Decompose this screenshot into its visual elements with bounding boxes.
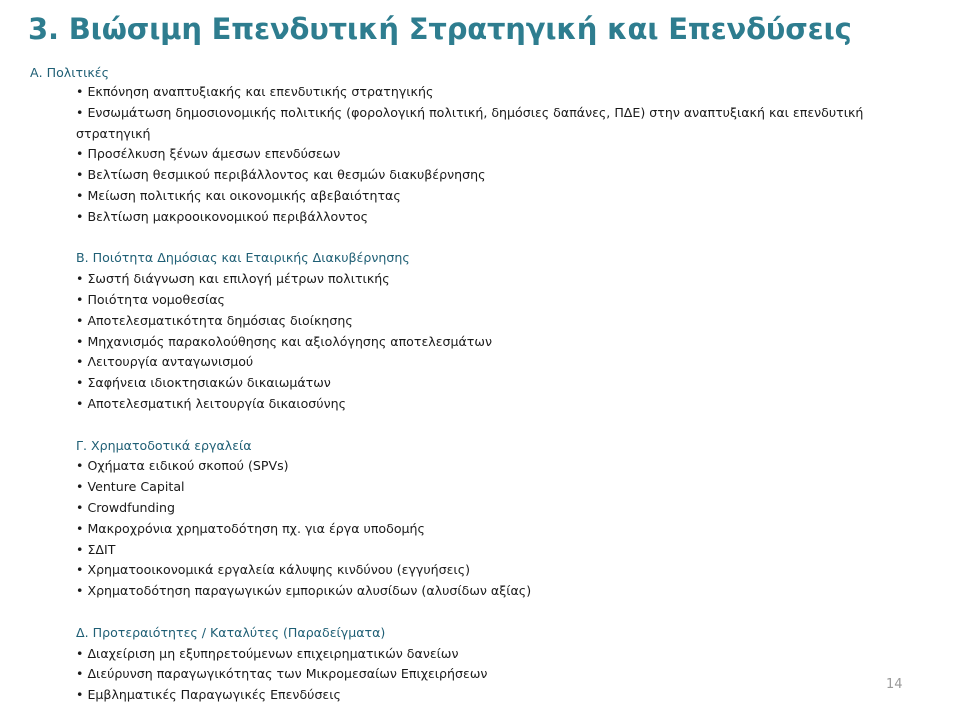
- list-item: • Βελτίωση θεσμικού περιβάλλοντος και θεσμών διακυβέρνησης: [76, 165, 896, 186]
- list-item: • Χρηματοδότηση παραγωγικών εμπορικών αλυσίδων (αλυσίδων αξίας): [76, 581, 896, 602]
- spacer: [76, 415, 896, 436]
- list-item: • Μείωση πολιτικής και οικονομικής αβεβαιότητας: [76, 186, 896, 207]
- list-item: • Μηχανισμός παρακολούθησης και αξιολόγησης αποτελεσμάτων: [76, 332, 896, 353]
- slide-content: [76, 82, 896, 706]
- list-item: • Οχήματα ειδικού σκοπού (SPVs): [76, 456, 896, 477]
- list-item: • Διεύρυνση παραγωγικότητας των Μικρομεσαίων Επιχειρήσεων: [76, 664, 896, 685]
- list-item: • Βελτίωση μακροοικονομικού περιβάλλοντος: [76, 207, 896, 228]
- page-number: 14: [886, 677, 903, 692]
- section-heading-b: Β. Ποιότητα Δημόσιας και Εταιρικής Διακυβέρνησης: [76, 250, 410, 266]
- list-item: • Εκπόνηση αναπτυξιακής και επενδυτικής στρατηγικής: [76, 82, 896, 103]
- list-item: • Σωστή διάγνωση και επιλογή μέτρων πολιτικής: [76, 269, 896, 290]
- list-item: • Ποιότητα νομοθεσίας: [76, 290, 896, 311]
- list-item: • Προσέλκυση ξένων άμεσων επενδύσεων: [76, 144, 896, 165]
- list-item: • Σαφήνεια ιδιοκτησιακών δικαιωμάτων: [76, 373, 896, 394]
- list-item: • Εμβληματικές Παραγωγικές Επενδύσεις: [76, 685, 896, 706]
- section-heading-c: Γ. Χρηματοδοτικά εργαλεία: [76, 437, 252, 453]
- section-heading-d: Δ. Προτεραιότητες / Καταλύτες (Παραδείγματα): [76, 624, 386, 640]
- list-item: • Μακροχρόνια χρηματοδότηση πχ. για έργα υποδομής: [76, 519, 896, 540]
- list-item: • Λειτουργία ανταγωνισμού: [76, 352, 896, 373]
- list-item: • Αποτελεσματικότητα δημόσιας διοίκησης: [76, 311, 896, 332]
- list-item: • Venture Capital: [76, 477, 896, 498]
- list-item: • ΣΔΙΤ: [76, 540, 896, 561]
- spacer: [76, 602, 896, 623]
- slide-title: 3. Βιώσιμη Επενδυτική Στρατηγική και Επενδύσεις: [28, 12, 852, 46]
- list-item: • Αποτελεσματική λειτουργία δικαιοσύνης: [76, 394, 896, 415]
- list-item: • Ενσωμάτωση δημοσιονομικής πολιτικής (φορολογική πολιτική, δημόσιες δαπάνες, ΠΔΕ) στην αναπτυξιακή και επενδυτική στρατηγική: [76, 103, 896, 145]
- list-item: • Διαχείριση μη εξυπηρετούμενων επιχειρηματικών δανείων: [76, 644, 896, 665]
- spacer: [76, 228, 896, 249]
- list-item: • Crowdfunding: [76, 498, 896, 519]
- section-heading-a: Α. Πολιτικές: [30, 65, 109, 80]
- list-item: • Χρηματοοικονομικά εργαλεία κάλυψης κινδύνου (εγγυήσεις): [76, 560, 896, 581]
